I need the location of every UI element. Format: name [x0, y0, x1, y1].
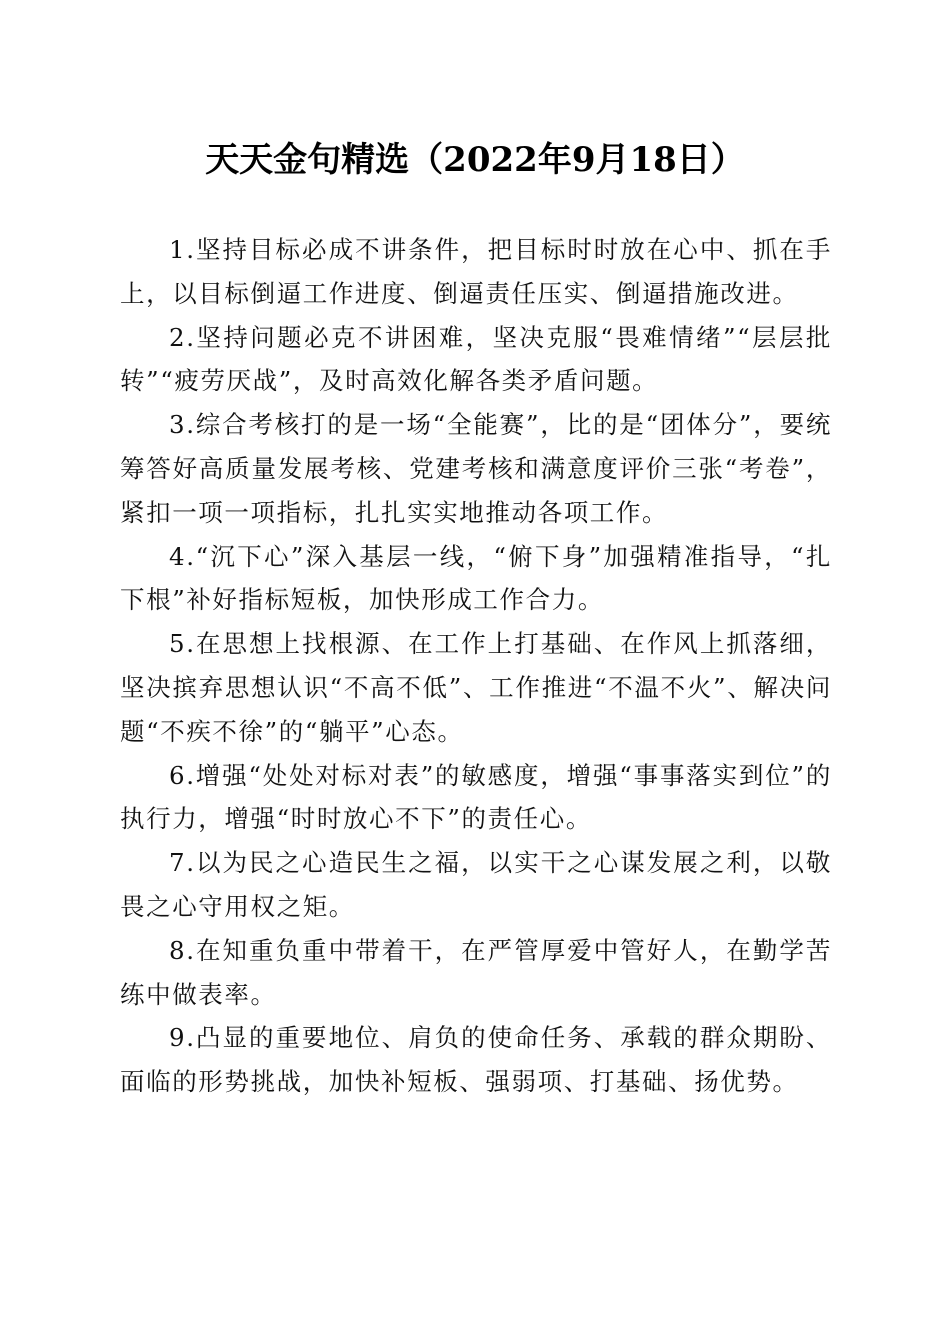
quote-item-7: 7.以为民之心造民生之福，以实干之心谋发展之利，以敬畏之心守用权之矩。 [120, 848, 832, 921]
quote-item-9: 9.凸显的重要地位、肩负的使命任务、承载的群众期盼、面临的形势挑战，加快补短板、强弱项、打基础、扬优势。 [120, 1023, 832, 1097]
quote-item-5: 5.在思想上找根源、在工作上打基础、在作风上抓落细，坚决摈弃思想认识“不高不低”、工作推进“不温不火”、解决问题“不疾不徐”的“躺平”心态。 [120, 629, 832, 746]
quote-item-2: 2.坚持问题必克不讲困难，坚决克服“畏难情绪”“层层批转”“疲劳厌战”，及时高效化解各类矛盾问题。 [120, 322, 832, 396]
document-title: 天天金句精选（2022年9月18日） [205, 140, 745, 180]
quote-item-3: 3.综合考核打的是一场“全能赛”，比的是“团体分”，要统筹答好高质量发展考核、党建考核和满意度评价三张“考卷”，紧扣一项一项指标，扎扎实实地推动各项工作。 [120, 410, 832, 527]
quote-item-6: 6.增强“处处对标对表”的敏感度，增强“事事落实到位”的执行力，增强“时时放心不下”的责任心。 [120, 760, 832, 834]
document-body [120, 228, 832, 1104]
quote-item-1: 1.坚持目标必成不讲条件，把目标时时放在心中、抓在手上，以目标倒逼工作进度、倒逼责任压实、倒逼措施改进。 [120, 235, 832, 308]
quote-item-8: 8.在知重负重中带着干，在严管厚爱中管好人，在勤学苦练中做表率。 [120, 935, 832, 1009]
quote-item-4: 4.“沉下心”深入基层一线，“俯下身”加强精准指导，“扎下根”补好指标短板，加快形成工作合力。 [120, 541, 832, 615]
